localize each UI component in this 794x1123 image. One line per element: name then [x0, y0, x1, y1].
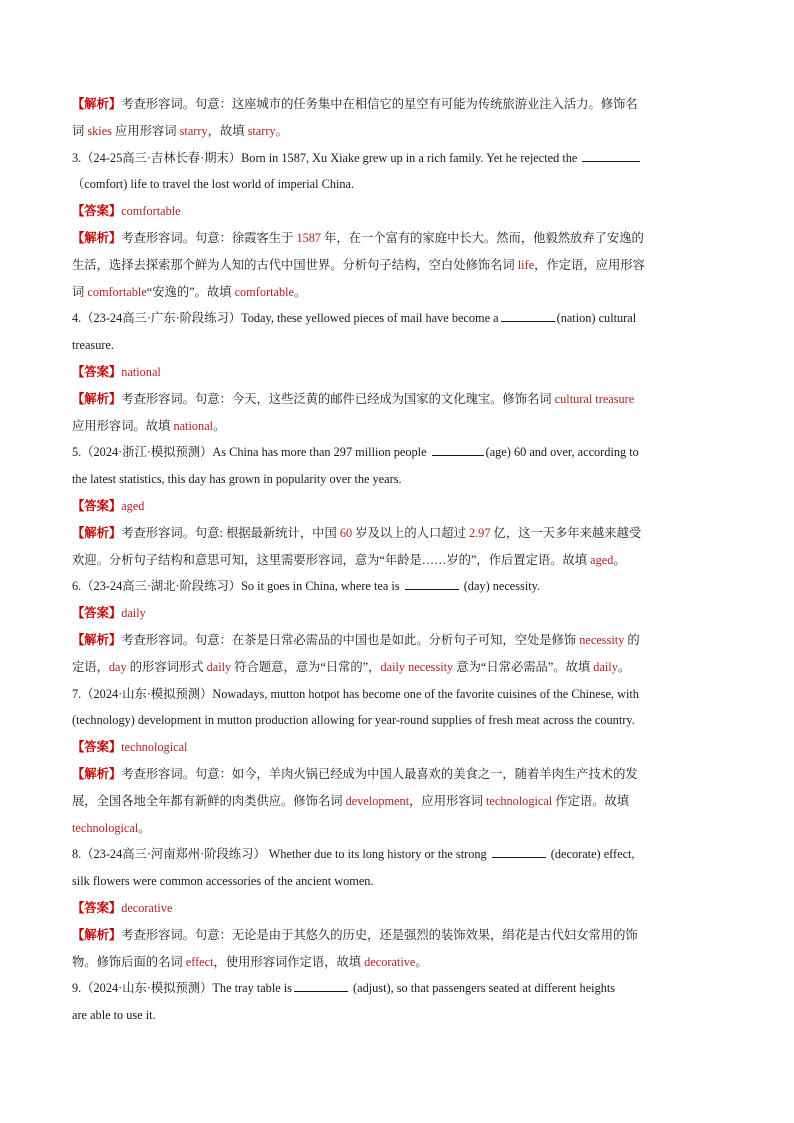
question-text: (adjust), so that passengers seated at different heights: [349, 981, 616, 996]
question-text: (day) necessity.: [460, 579, 541, 594]
question-source: （2024·山东·模拟预测）: [81, 686, 213, 701]
answer-line: [72, 359, 722, 386]
analysis-text: 。: [213, 418, 226, 433]
answer-blank: [294, 980, 348, 992]
question-number: 7.: [72, 686, 82, 701]
keyword: starry: [179, 123, 208, 138]
analysis-tag: 【解析】: [72, 230, 122, 245]
analysis-text: 岁及以上的人口超过: [352, 525, 469, 540]
question-text: (nation) cultural: [556, 311, 637, 326]
analysis-text: 考查形容词。句意：徐霞客生于: [121, 230, 297, 245]
analysis-text: 考查形容词。句意：如今，羊肉火锅已经成为中国人最喜欢的美食之一，随着羊肉生产技术的发: [121, 766, 638, 781]
question-line: [72, 1002, 722, 1029]
question-line: [72, 975, 722, 1002]
question-line: [72, 145, 722, 172]
answer-line: [72, 198, 722, 225]
analysis-line: [72, 627, 722, 654]
analysis-text: 展，全国各地全年都有新鲜的肉类供应。修饰名词: [72, 793, 346, 808]
question-text: the latest statistics, this day has grown in popularity over the years.: [72, 472, 402, 487]
analysis-text: 。: [275, 123, 288, 138]
question-text: are able to use it.: [72, 1008, 156, 1023]
analysis-line: [72, 922, 722, 949]
analysis-text: 。: [617, 659, 631, 674]
question-number: 3.: [72, 150, 82, 165]
answer-tag: 【答案】: [72, 204, 122, 219]
answer-line: [72, 895, 722, 922]
question-line: [72, 466, 722, 493]
question-text: (technology) development in mutton production allowing for year-round supplies of fresh meat across the country.: [72, 713, 635, 728]
keyword: technological: [485, 793, 553, 808]
question-line: [72, 332, 722, 359]
question-number: 4.: [72, 311, 82, 326]
keyword: technological: [72, 820, 139, 835]
question-text: So it goes in China, where tea is: [241, 579, 403, 594]
keyword: comfortable: [87, 284, 147, 299]
analysis-line: [72, 386, 722, 413]
question-source: （23-24高三·河南郑州·阶段练习）: [81, 847, 266, 862]
analysis-text: 应用形容词。故填: [72, 418, 174, 433]
analysis-text: 年，在一个富有的家庭中长大。然而，他毅然放弃了安逸的: [321, 230, 644, 245]
analysis-text: ，作定语，应用形容: [534, 257, 645, 272]
answer-tag: 【答案】: [72, 606, 122, 621]
answer-blank: [432, 444, 484, 456]
question-source: （24-25高三·吉林长春·期末）: [81, 150, 242, 165]
question-text: Born in 1587, Xu Xiake grew up in a rich family. Yet he rejected the: [241, 150, 581, 165]
keyword: daily: [593, 659, 618, 674]
analysis-line: [72, 815, 722, 842]
analysis-text: 。: [613, 552, 626, 567]
question-number: 9.: [72, 981, 82, 996]
keyword: daily necessity: [380, 659, 454, 674]
question-text: (age) 60 and over, according to: [485, 445, 639, 460]
question-line: [72, 439, 722, 466]
keyword: 2.97: [468, 525, 491, 540]
analysis-text: 意为“日常必需品”。故填: [453, 659, 594, 674]
keyword: 60: [339, 525, 353, 540]
answer-value: national: [121, 364, 161, 379]
analysis-line: [72, 520, 722, 547]
keyword: starry: [247, 123, 276, 138]
answer-tag: 【答案】: [72, 900, 122, 915]
answer-tag: 【答案】: [72, 364, 122, 379]
analysis-text: ，使用形容词作定语，故填: [213, 954, 365, 969]
question-source: （23-24高三·广东·阶段练习）: [81, 311, 242, 326]
analysis-text: 考查形容词。句意：这座城市的任务集中在相信它的星空有可能为传统旅游业注入活力。修饰名: [121, 97, 638, 111]
answer-blank: [492, 846, 546, 858]
keyword: skies: [87, 123, 112, 138]
answer-line: [72, 600, 722, 627]
analysis-line: [72, 413, 722, 440]
answer-value: daily: [121, 606, 146, 621]
analysis-text: 的: [624, 632, 640, 647]
question-line: [72, 573, 722, 600]
analysis-text: 定语，: [72, 659, 109, 674]
question-line: [72, 707, 722, 734]
analysis-text: 词: [72, 284, 88, 299]
analysis-text: 考查形容词。句意：今天，这些泛黄的邮件已经成为国家的文化瑰宝。修饰名词: [121, 391, 555, 406]
keyword: comfortable: [234, 284, 294, 299]
analysis-text: 作定语。故填: [552, 793, 630, 808]
analysis-text: ，故填: [207, 123, 248, 138]
exercise-content: [72, 91, 722, 1029]
question-text: treasure.: [72, 338, 114, 353]
question-number: 5.: [72, 445, 82, 460]
keyword: life: [517, 257, 535, 272]
analysis-line: [72, 949, 722, 976]
analysis-tag: 【解析】: [72, 766, 122, 781]
keyword: necessity: [579, 632, 625, 647]
analysis-tag: 【解析】: [72, 391, 122, 406]
keyword: effect: [185, 954, 214, 969]
analysis-text: 亿，这一天多年来越来越受: [490, 525, 642, 540]
question-number: 8.: [72, 847, 82, 862]
answer-blank: [501, 310, 555, 322]
analysis-text: 。: [294, 284, 307, 299]
analysis-tag: 【解析】: [72, 632, 122, 647]
answer-line: [72, 493, 722, 520]
analysis-text: 符合题意，意为“日常的”，: [231, 659, 381, 674]
question-number: 6.: [72, 579, 82, 594]
question-text: (decorate) effect,: [547, 847, 635, 862]
answer-value: technological: [121, 740, 188, 755]
keyword: national: [173, 418, 214, 433]
question-line: [72, 841, 722, 868]
question-text: The tray table is: [212, 981, 292, 996]
question-line: [72, 681, 722, 708]
analysis-text: 考查形容词。句意: 根据最新统计，中国: [121, 525, 340, 540]
keyword: cultural treasure: [554, 391, 635, 406]
keyword: aged: [590, 552, 614, 567]
keyword: decorative: [364, 954, 416, 969]
question-text: Today, these yellowed pieces of mail have become a: [241, 311, 499, 326]
analysis-text: 考查形容词。句意：无论是由于其悠久的历史，还是强烈的装饰效果，绢花是古代妇女常用的饰: [121, 927, 638, 942]
analysis-text: “安逸的”。故填: [146, 284, 235, 299]
analysis-text: 考查形容词。句意：在茶是日常必需品的中国也是如此。分析句子可知，空处是修饰: [121, 632, 580, 647]
keyword: 1587: [296, 230, 322, 245]
analysis-line: [72, 761, 722, 788]
analysis-text: 的形容词形式: [126, 659, 207, 674]
question-source: （2024·浙江·模拟预测）: [81, 445, 213, 460]
answer-blank: [582, 150, 640, 162]
question-source: （2024·山东·模拟预测）: [81, 981, 213, 996]
analysis-text: 应用形容词: [111, 123, 180, 138]
analysis-line: [72, 788, 722, 815]
analysis-line: [72, 252, 722, 279]
question-source: （23-24高三·湖北·阶段练习）: [81, 579, 242, 594]
question-line: [72, 305, 722, 332]
answer-tag: 【答案】: [72, 740, 122, 755]
analysis-text: 。: [138, 820, 151, 835]
analysis-text: 生活，选择去探索那个鲜为人知的古代中国世界。分析句子结构，空白处修饰名词: [72, 257, 518, 272]
answer-value: comfortable: [121, 204, 181, 219]
question-text: （comfort) life to travel the lost world of imperial China.: [72, 177, 355, 192]
keyword: day: [108, 659, 127, 674]
analysis-tag: 【解析】: [72, 927, 122, 942]
analysis-line: [72, 654, 722, 681]
question-text: silk flowers were common accessories of the ancient women.: [72, 874, 374, 889]
answer-value: aged: [121, 498, 145, 513]
keyword: development: [345, 793, 410, 808]
analysis-text: 欢迎。分析句子结构和意思可知，这里需要形容词，意为“年龄是……岁的”，作后置定语。故填: [72, 552, 591, 567]
analysis-line: [72, 279, 722, 306]
analysis-line: [72, 225, 722, 252]
analysis-line: [72, 118, 722, 145]
answer-tag: 【答案】: [72, 498, 122, 513]
answer-blank: [405, 578, 459, 590]
analysis-tag: 【解析】: [72, 97, 122, 111]
question-text: Nowadays, mutton hotpot has become one of the favorite cuisines of the Chinese, with: [212, 686, 639, 701]
answer-value: decorative: [121, 900, 173, 915]
analysis-text: 词: [72, 123, 88, 138]
answer-line: [72, 734, 722, 761]
question-text: As China has more than 297 million people: [212, 445, 430, 460]
analysis-text: 物。修饰后面的名词: [72, 954, 186, 969]
question-text: Whether due to its long history or the strong: [265, 847, 490, 862]
analysis-text: 。: [415, 954, 428, 969]
question-line: [72, 171, 722, 198]
analysis-line: [72, 91, 722, 118]
analysis-line: [72, 547, 722, 574]
analysis-text: ，应用形容词: [409, 793, 486, 808]
question-line: [72, 868, 722, 895]
analysis-tag: 【解析】: [72, 525, 122, 540]
keyword: daily: [206, 659, 232, 674]
